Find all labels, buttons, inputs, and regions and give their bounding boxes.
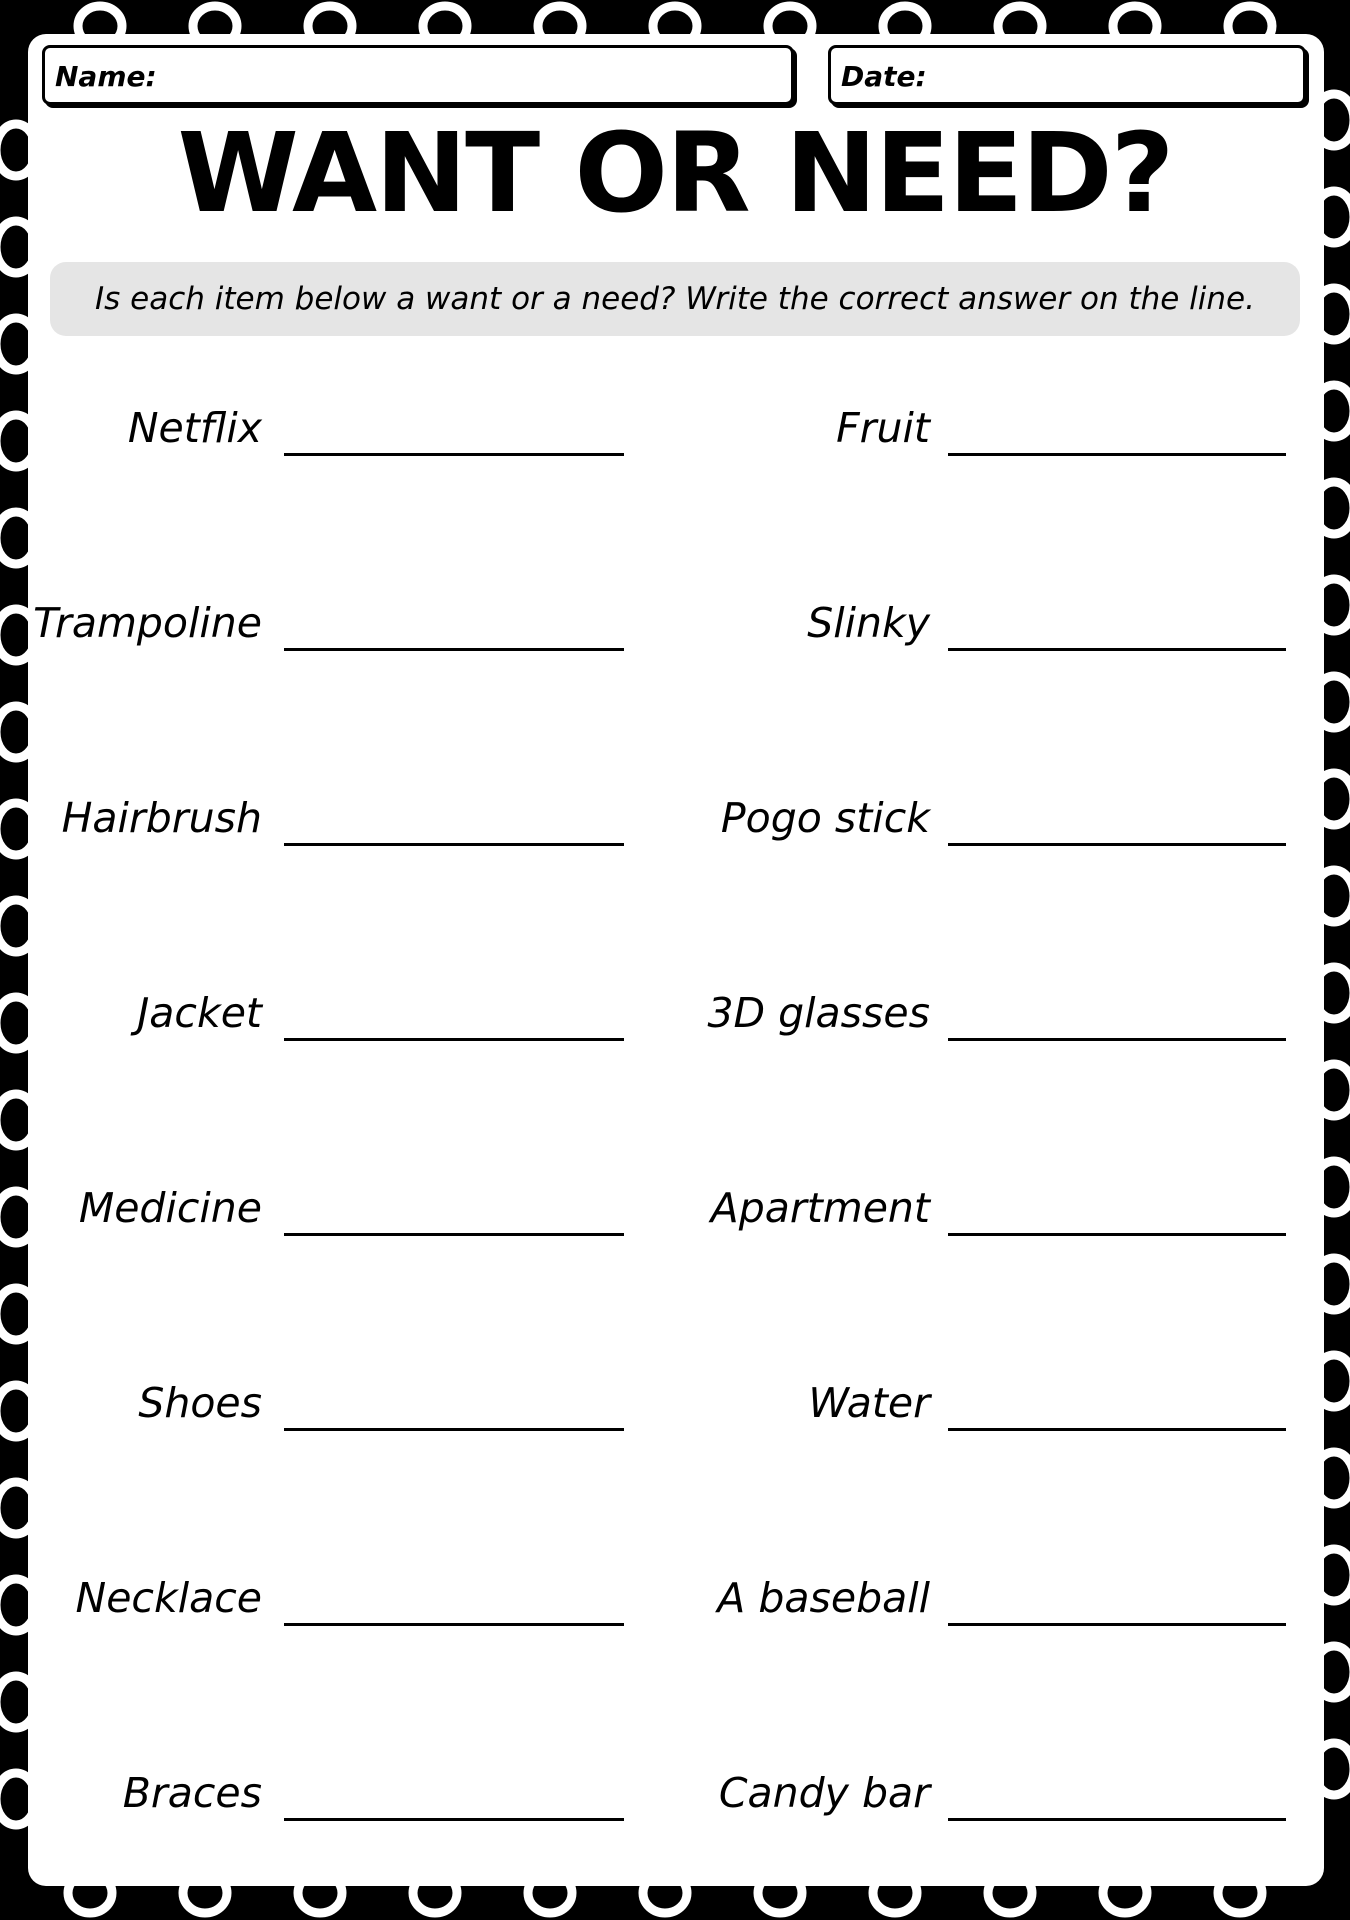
answer-line[interactable]: [948, 1038, 1286, 1041]
date-label: Date:: [841, 60, 927, 93]
item-label: Pogo stick: [720, 794, 930, 842]
item-label: Apartment: [710, 1184, 930, 1232]
answer-line[interactable]: [948, 648, 1286, 651]
item-label: Braces: [122, 1769, 262, 1817]
answer-line[interactable]: [948, 1818, 1286, 1821]
answer-line[interactable]: [948, 1623, 1286, 1626]
item-right-1: [0, 593, 930, 653]
instructions-band: [50, 262, 1300, 336]
item-right-2: [0, 788, 930, 848]
item-label: Water: [808, 1379, 930, 1427]
item-label: Trampoline: [33, 599, 262, 647]
item-label: Fruit: [836, 404, 930, 452]
item-label: Necklace: [75, 1574, 262, 1622]
answer-line[interactable]: [948, 1233, 1286, 1236]
item-right-5: [0, 1373, 930, 1433]
answer-line[interactable]: [948, 453, 1286, 456]
worksheet-title: WANT OR NEED?: [177, 109, 1173, 237]
item-right-7: [0, 1763, 930, 1823]
item-label: Slinky: [807, 599, 930, 647]
item-label: 3D glasses: [707, 989, 930, 1037]
name-label: Name:: [55, 60, 157, 93]
item-right-0: [0, 398, 930, 458]
item-label: A baseball: [717, 1574, 930, 1622]
item-label: Netflix: [127, 404, 262, 452]
item-label: Candy bar: [718, 1769, 930, 1817]
answer-line[interactable]: [948, 843, 1286, 846]
item-right-6: [0, 1568, 930, 1628]
item-label: Medicine: [78, 1184, 262, 1232]
item-right-4: [0, 1178, 930, 1238]
item-label: Hairbrush: [61, 794, 262, 842]
instructions-text: Is each item below a want or a need? Write the correct answer on the line.: [95, 281, 1255, 317]
date-field[interactable]: [828, 45, 1306, 105]
item-label: Shoes: [138, 1379, 262, 1427]
name-field[interactable]: [42, 45, 794, 105]
item-label: Jacket: [137, 989, 262, 1037]
item-right-3: [0, 983, 930, 1043]
answer-line[interactable]: [948, 1428, 1286, 1431]
